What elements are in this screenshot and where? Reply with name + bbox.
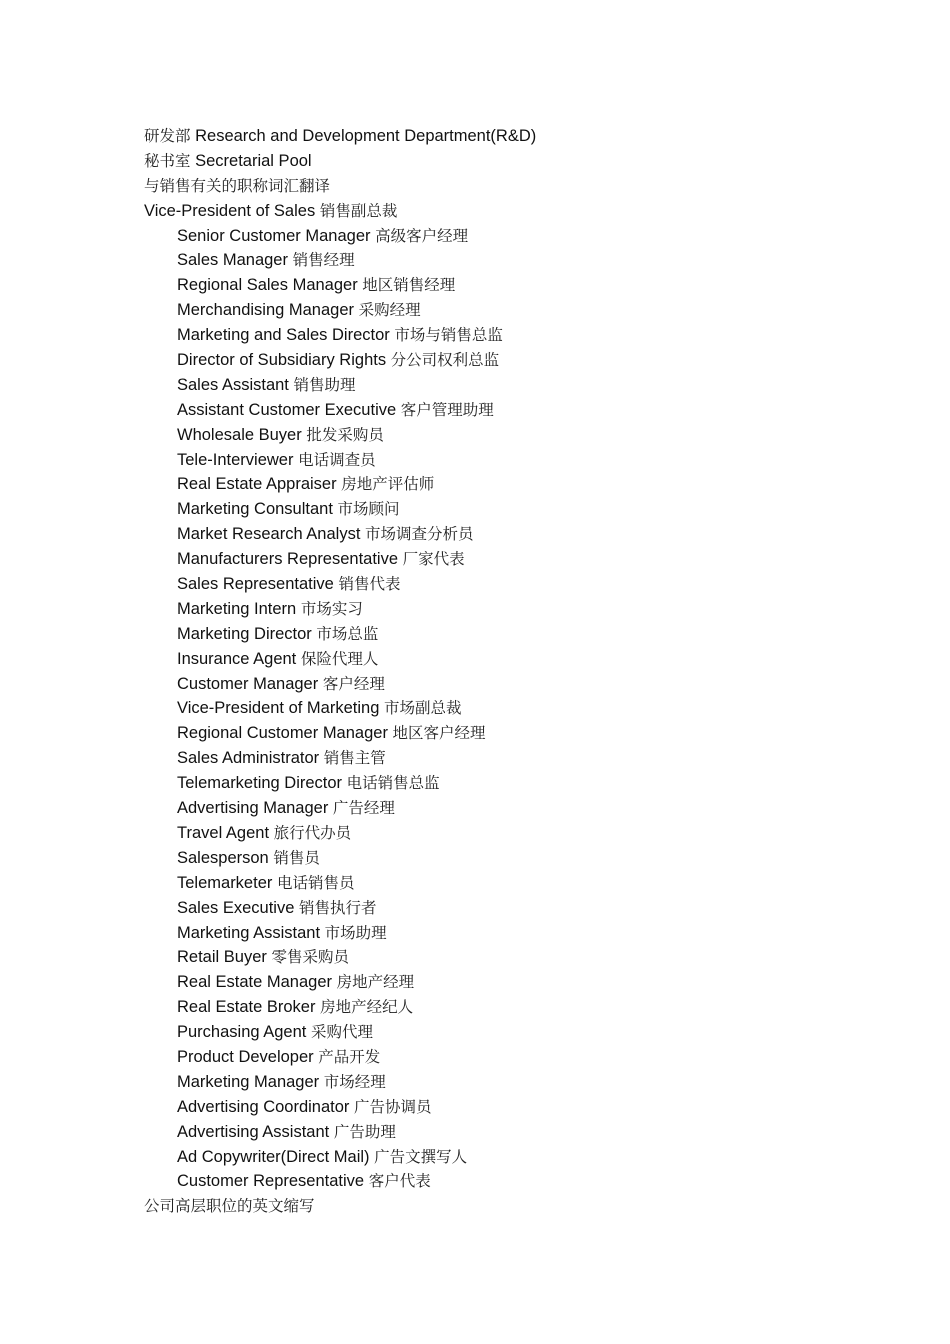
chinese-term: 批发采购员 [306, 425, 384, 444]
text-line [144, 846, 904, 871]
english-term: Real Estate Appraiser [177, 475, 337, 494]
chinese-term: 研发部 [144, 127, 191, 145]
english-term: Marketing Intern [177, 599, 297, 618]
text-line [144, 398, 904, 423]
english-term: Marketing Manager [177, 1072, 320, 1091]
english-term: Customer Manager [177, 674, 319, 693]
chinese-term: 广告文撰写人 [374, 1147, 468, 1166]
english-term: Senior Customer Manager [177, 226, 371, 245]
text-line [144, 921, 904, 946]
text-line [144, 721, 904, 746]
text-line [144, 124, 904, 149]
chinese-term: 市场实习 [300, 599, 363, 618]
text-line [144, 323, 904, 348]
text-line [144, 448, 904, 473]
text-line [144, 273, 904, 298]
text-line [144, 472, 904, 497]
text-line [144, 248, 904, 273]
english-term: Marketing Consultant [177, 500, 333, 519]
english-term: Insurance Agent [177, 649, 297, 668]
english-term: Sales Manager [177, 251, 288, 270]
text-line [144, 224, 904, 249]
text-line [144, 298, 904, 323]
chinese-term: 房地产评估师 [341, 475, 435, 494]
chinese-term: 销售员 [273, 848, 320, 867]
text-line [144, 1169, 904, 1194]
chinese-term: 厂家代表 [402, 550, 465, 569]
text-line [144, 1095, 904, 1120]
chinese-term: 销售主管 [323, 749, 386, 768]
chinese-term: 市场调查分析员 [365, 525, 474, 544]
english-term: Travel Agent [177, 823, 270, 842]
chinese-term: 分公司权利总监 [390, 351, 500, 370]
text-line [144, 174, 904, 199]
chinese-term: 零售采购员 [271, 948, 349, 967]
text-line [144, 970, 904, 995]
english-term: Director of Subsidiary Rights [177, 351, 387, 370]
text-line [144, 896, 904, 921]
text-line [144, 672, 904, 697]
english-term: Advertising Coordinator [177, 1097, 350, 1116]
english-term: Telemarketing Director [177, 774, 343, 793]
text-line [144, 622, 904, 647]
text-line [144, 572, 904, 597]
english-term: Retail Buyer [177, 948, 267, 967]
text-line [144, 1020, 904, 1045]
english-term: Manufacturers Representative [177, 550, 399, 569]
english-term: Regional Customer Manager [177, 724, 388, 743]
chinese-term: 广告协调员 [354, 1097, 432, 1116]
text-line [144, 199, 904, 224]
text-line [144, 821, 904, 846]
english-term: Real Estate Manager [177, 973, 333, 992]
english-term: Market Research Analyst [177, 525, 361, 544]
text-line [144, 149, 904, 174]
chinese-term: 客户经理 [322, 674, 385, 693]
chinese-term: 电话调查员 [298, 450, 376, 469]
chinese-term: 房地产经纪人 [320, 998, 414, 1017]
english-term: Tele-Interviewer [177, 450, 294, 469]
chinese-term: 高级客户经理 [375, 226, 469, 245]
english-term: Ad Copywriter(Direct Mail) [177, 1147, 370, 1166]
text-line [144, 423, 904, 448]
english-term: Marketing Assistant [177, 923, 321, 942]
chinese-term: 销售执行者 [299, 898, 377, 917]
english-term: Marketing Director [177, 624, 312, 643]
text-line [144, 1194, 904, 1219]
english-term: Merchandising Manager [177, 301, 355, 320]
document-page [144, 124, 904, 1219]
text-line [144, 771, 904, 796]
text-line [144, 547, 904, 572]
chinese-term: 销售助理 [293, 375, 356, 394]
chinese-term: 市场助理 [324, 923, 387, 942]
english-term: Salesperson [177, 848, 269, 867]
english-term: Real Estate Broker [177, 998, 316, 1017]
chinese-term: 与销售有关的职称词汇翻译 [144, 176, 331, 195]
chinese-term: 地区销售经理 [362, 276, 456, 295]
chinese-term: 市场经理 [323, 1072, 386, 1091]
english-term: Vice-President of Marketing [177, 699, 380, 718]
english-term: Secretarial Pool [195, 151, 312, 170]
text-line [144, 373, 904, 398]
text-line [144, 696, 904, 721]
chinese-term: 市场与销售总监 [394, 326, 503, 345]
text-line [144, 348, 904, 373]
chinese-term: 房地产经理 [336, 973, 415, 992]
chinese-term: 市场总监 [316, 624, 379, 643]
english-term: Vice-President of Sales [144, 201, 316, 220]
text-line [144, 1045, 904, 1070]
chinese-term: 客户管理助理 [400, 400, 494, 419]
chinese-term: 公司高层职位的英文缩写 [144, 1197, 315, 1216]
chinese-term: 地区客户经理 [392, 724, 486, 743]
chinese-term: 电话销售总监 [346, 774, 440, 793]
chinese-term: 保险代理人 [300, 649, 379, 668]
english-term: Research and Development Department(R&D) [195, 127, 537, 145]
chinese-term: 销售代表 [338, 575, 401, 594]
chinese-term: 产品开发 [318, 1047, 381, 1066]
chinese-term: 市场副总裁 [383, 699, 462, 718]
chinese-term: 销售经理 [292, 251, 355, 270]
english-term: Sales Assistant [177, 375, 289, 394]
english-term: Assistant Customer Executive [177, 400, 397, 419]
chinese-term: 秘书室 [144, 151, 191, 170]
text-line [144, 522, 904, 547]
english-term: Advertising Manager [177, 799, 329, 818]
english-term: Advertising Assistant [177, 1122, 330, 1141]
chinese-term: 客户代表 [368, 1172, 431, 1191]
english-term: Wholesale Buyer [177, 425, 302, 444]
text-line [144, 1120, 904, 1145]
english-term: Sales Executive [177, 898, 295, 917]
english-term: Regional Sales Manager [177, 276, 358, 295]
text-line [144, 647, 904, 672]
english-term: Marketing and Sales Director [177, 326, 390, 345]
text-line [144, 871, 904, 896]
text-line [144, 597, 904, 622]
text-line [144, 796, 904, 821]
english-term: Purchasing Agent [177, 1023, 307, 1042]
chinese-term: 广告经理 [332, 799, 395, 818]
chinese-term: 市场顾问 [337, 500, 400, 519]
chinese-term: 采购代理 [310, 1023, 373, 1042]
english-term: Product Developer [177, 1047, 314, 1066]
chinese-term: 旅行代办员 [273, 823, 352, 842]
english-term: Sales Administrator [177, 749, 320, 768]
english-term: Telemarketer [177, 873, 273, 892]
chinese-term: 采购经理 [358, 301, 421, 320]
text-line [144, 995, 904, 1020]
chinese-term: 广告助理 [333, 1122, 396, 1141]
english-term: Customer Representative [177, 1172, 365, 1191]
english-term: Sales Representative [177, 575, 334, 594]
text-line [144, 497, 904, 522]
text-line [144, 746, 904, 771]
text-line [144, 1070, 904, 1095]
chinese-term: 电话销售员 [276, 873, 355, 892]
text-line [144, 1145, 904, 1170]
text-line [144, 945, 904, 970]
chinese-term: 销售副总裁 [319, 201, 398, 220]
